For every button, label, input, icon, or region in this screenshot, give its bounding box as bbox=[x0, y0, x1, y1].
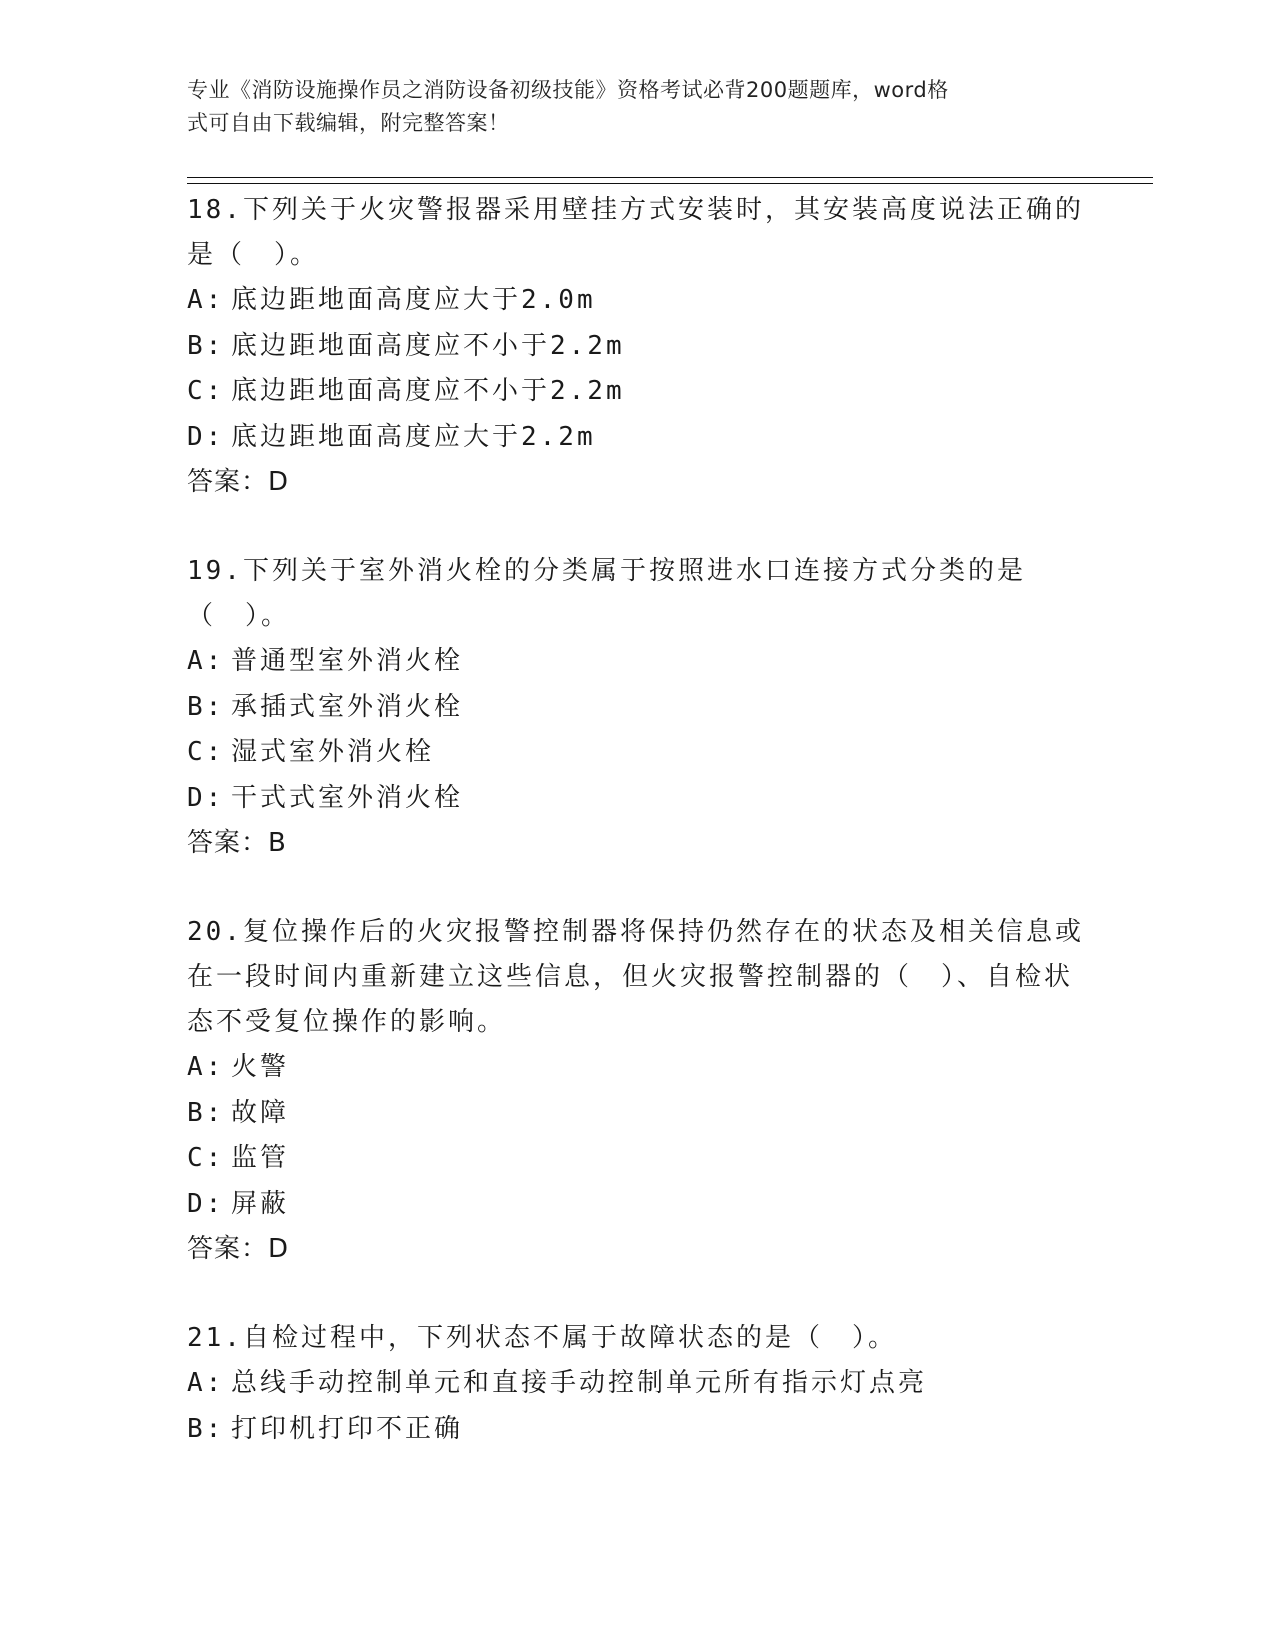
option-key: A: bbox=[187, 1052, 225, 1082]
option-key: C: bbox=[187, 1143, 225, 1173]
option-c bbox=[187, 730, 1087, 776]
option-text: 底边距地面高度应不小于2.2m bbox=[231, 330, 625, 361]
option-key: B: bbox=[187, 1413, 225, 1444]
option-key: A: bbox=[187, 646, 225, 676]
option-text: 普通型室外消火栓 bbox=[231, 646, 464, 676]
option-b bbox=[187, 324, 1087, 370]
option-a bbox=[187, 1045, 1087, 1091]
option-key: B: bbox=[187, 691, 225, 722]
option-d bbox=[187, 1182, 1087, 1228]
option-key: D: bbox=[187, 782, 225, 813]
option-text: 监管 bbox=[231, 1143, 290, 1173]
option-key: D: bbox=[187, 1188, 225, 1219]
question-21 bbox=[187, 1316, 1087, 1452]
option-c bbox=[187, 1136, 1087, 1182]
document-header bbox=[187, 74, 1067, 140]
option-c bbox=[187, 369, 1087, 415]
header-line-2: 式可自由下载编辑，附完整答案！ bbox=[187, 111, 510, 135]
option-text: 承插式室外消火栓 bbox=[231, 691, 464, 722]
option-text: 火警 bbox=[231, 1052, 290, 1082]
option-a bbox=[187, 639, 1087, 685]
option-text: 湿式室外消火栓 bbox=[231, 737, 435, 767]
answer-line: 答案：B bbox=[187, 828, 287, 858]
option-text: 底边距地面高度应大于2.2m bbox=[231, 421, 596, 452]
question-20 bbox=[187, 910, 1087, 1272]
option-text: 底边距地面高度应大于2.0m bbox=[231, 285, 596, 315]
option-key: C: bbox=[187, 376, 225, 406]
option-b bbox=[187, 1091, 1087, 1137]
answer-line: 答案：D bbox=[187, 1234, 290, 1264]
question-stem: 19.下列关于室外消火栓的分类属于按照进水口连接方式分类的是（ ）。 bbox=[187, 556, 1026, 631]
option-key: A: bbox=[187, 1368, 225, 1398]
question-list bbox=[187, 188, 1087, 1496]
option-text: 干式式室外消火栓 bbox=[231, 782, 464, 813]
option-b bbox=[187, 685, 1087, 731]
option-key: B: bbox=[187, 330, 225, 361]
option-text: 故障 bbox=[231, 1097, 290, 1128]
answer-line: 答案：D bbox=[187, 467, 290, 497]
option-key: C: bbox=[187, 737, 225, 767]
option-text: 打印机打印不正确 bbox=[231, 1413, 464, 1444]
header-divider-bottom bbox=[187, 183, 1153, 184]
option-b bbox=[187, 1407, 1087, 1453]
option-text: 总线手动控制单元和直接手动控制单元所有指示灯点亮 bbox=[231, 1368, 928, 1398]
header-divider-top bbox=[187, 177, 1153, 178]
option-key: A: bbox=[187, 285, 225, 315]
question-19 bbox=[187, 549, 1087, 866]
question-stem: 18.下列关于火灾警报器采用壁挂方式安装时，其安装高度说法正确的是（ ）。 bbox=[187, 195, 1084, 270]
option-key: D: bbox=[187, 421, 225, 452]
option-a bbox=[187, 1361, 1087, 1407]
question-stem: 20.复位操作后的火灾报警控制器将保持仍然存在的状态及相关信息或在一段时间内重新建立这些信息，但火灾报警控制器的（ ）、自检状态不受复位操作的影响。 bbox=[187, 917, 1084, 1037]
option-d bbox=[187, 776, 1087, 822]
option-text: 屏蔽 bbox=[231, 1188, 290, 1219]
option-key: B: bbox=[187, 1097, 225, 1128]
question-stem: 21.自检过程中，下列状态不属于故障状态的是（ ）。 bbox=[187, 1323, 897, 1353]
header-line-1: 专业《消防设施操作员之消防设备初级技能》资格考试必背200题题库，word格 bbox=[187, 78, 949, 102]
question-18 bbox=[187, 188, 1087, 505]
option-text: 底边距地面高度应不小于2.2m bbox=[231, 376, 625, 406]
option-a bbox=[187, 278, 1087, 324]
option-d bbox=[187, 415, 1087, 461]
